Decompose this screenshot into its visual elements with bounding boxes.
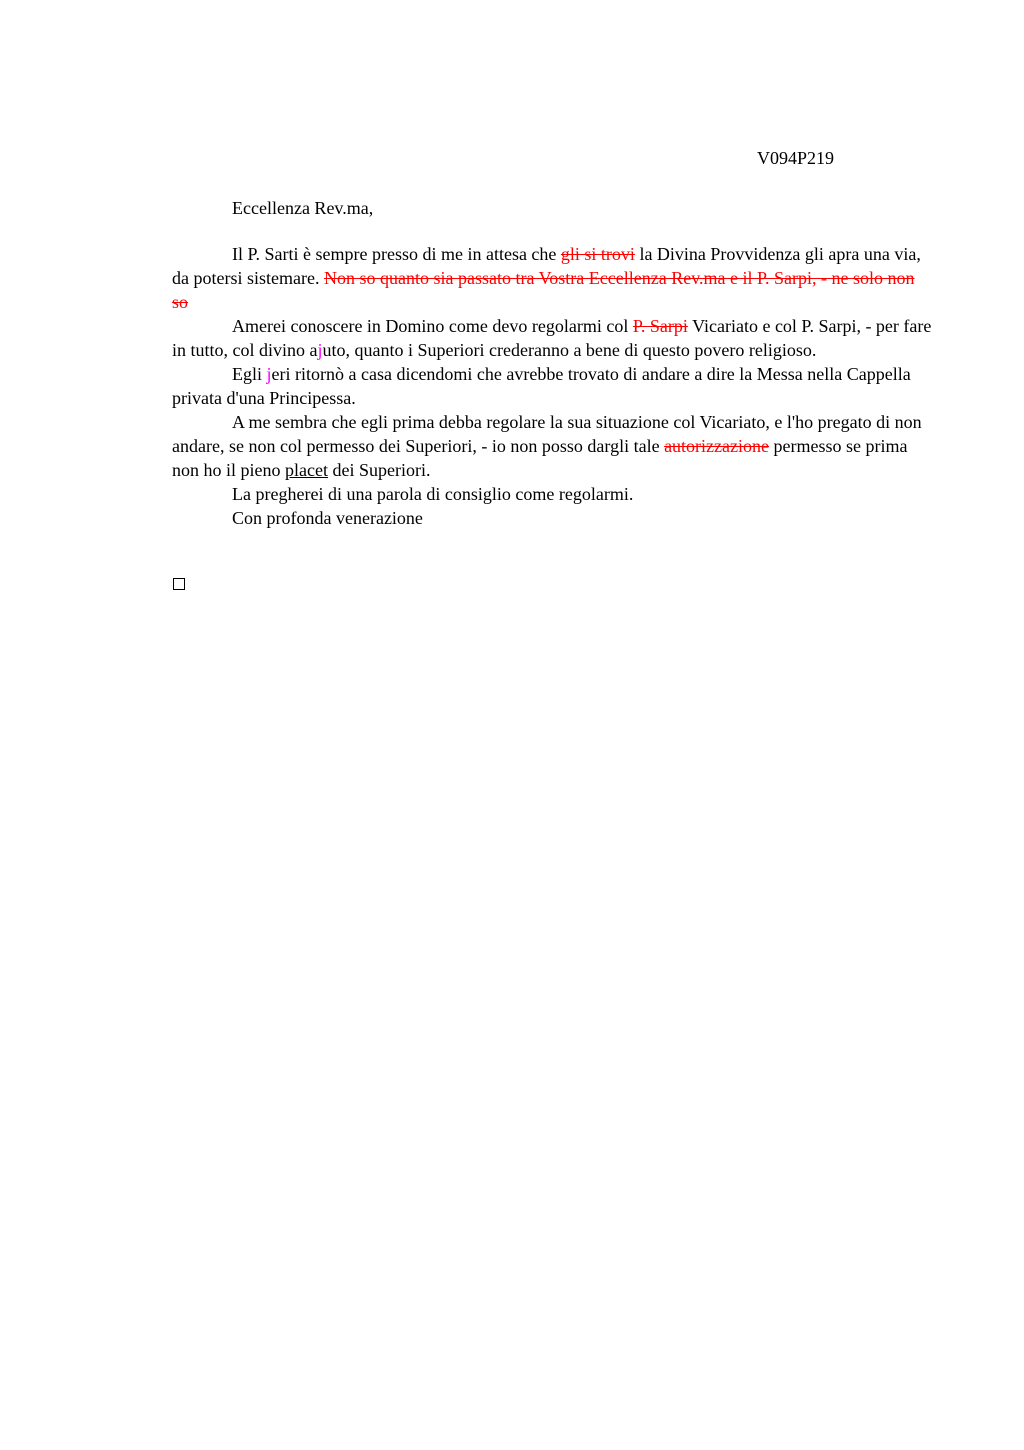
closing: [172, 506, 932, 530]
salutation: Eccellenza Rev.ma,: [232, 198, 374, 218]
text-segment: A me sembra che egli prima debba regolare la sua situazione col Vicariato, e l'ho pregato di non andare, se non col permesso dei Superiori, - io non posso dargli tale: [172, 412, 922, 456]
paragraph-2: [172, 314, 932, 362]
text-segment: permesso se prima non ho il pieno: [172, 436, 908, 480]
deleted-text: autorizzazione: [664, 436, 769, 456]
deleted-text: P. Sarpi: [632, 316, 688, 336]
inserted-text: j: [266, 364, 272, 384]
text-segment: eri ritornò a casa dicendomi che avrebbe trovato di andare a dire la Messa nella Cappella privata d'una Principessa.: [172, 364, 911, 408]
paragraph-3: [172, 362, 932, 410]
text-segment: la Divina Provvidenza gli apra una via, da potersi sistemare.: [172, 244, 921, 288]
deleted-text: gli si trovi: [560, 244, 635, 264]
reference-code: V094P219: [757, 148, 835, 168]
text-segment: Il P. Sarti è sempre presso di me in attesa che: [232, 244, 561, 264]
underlined-text: placet: [285, 460, 328, 480]
text-segment: dei Superiori.: [327, 460, 431, 480]
deleted-text: Non so quanto sia passato tra Vostra Eccellenza Rev.ma e il P. Sarpi, - ne solo non so: [172, 268, 915, 312]
letter-body: [172, 242, 932, 530]
text-segment: Amerei conoscere in Domino come devo regolarmi col: [232, 316, 633, 336]
text-segment: La pregherei di una parola di consiglio come regolarmi.: [232, 484, 634, 504]
paragraph-1: [172, 242, 932, 314]
text-segment: uto, quanto i Superiori crederanno a bene di questo povero religioso.: [322, 340, 817, 360]
text-segment: Vicariato e col P. Sarpi, - per fare in tutto, col divino a: [172, 316, 932, 360]
inserted-text: j: [317, 340, 323, 360]
text-segment: Con profonda venerazione: [232, 508, 423, 528]
checkbox-icon: [173, 578, 185, 590]
paragraph-5: [172, 482, 932, 506]
paragraph-4: [172, 410, 932, 482]
text-segment: Egli: [232, 364, 267, 384]
